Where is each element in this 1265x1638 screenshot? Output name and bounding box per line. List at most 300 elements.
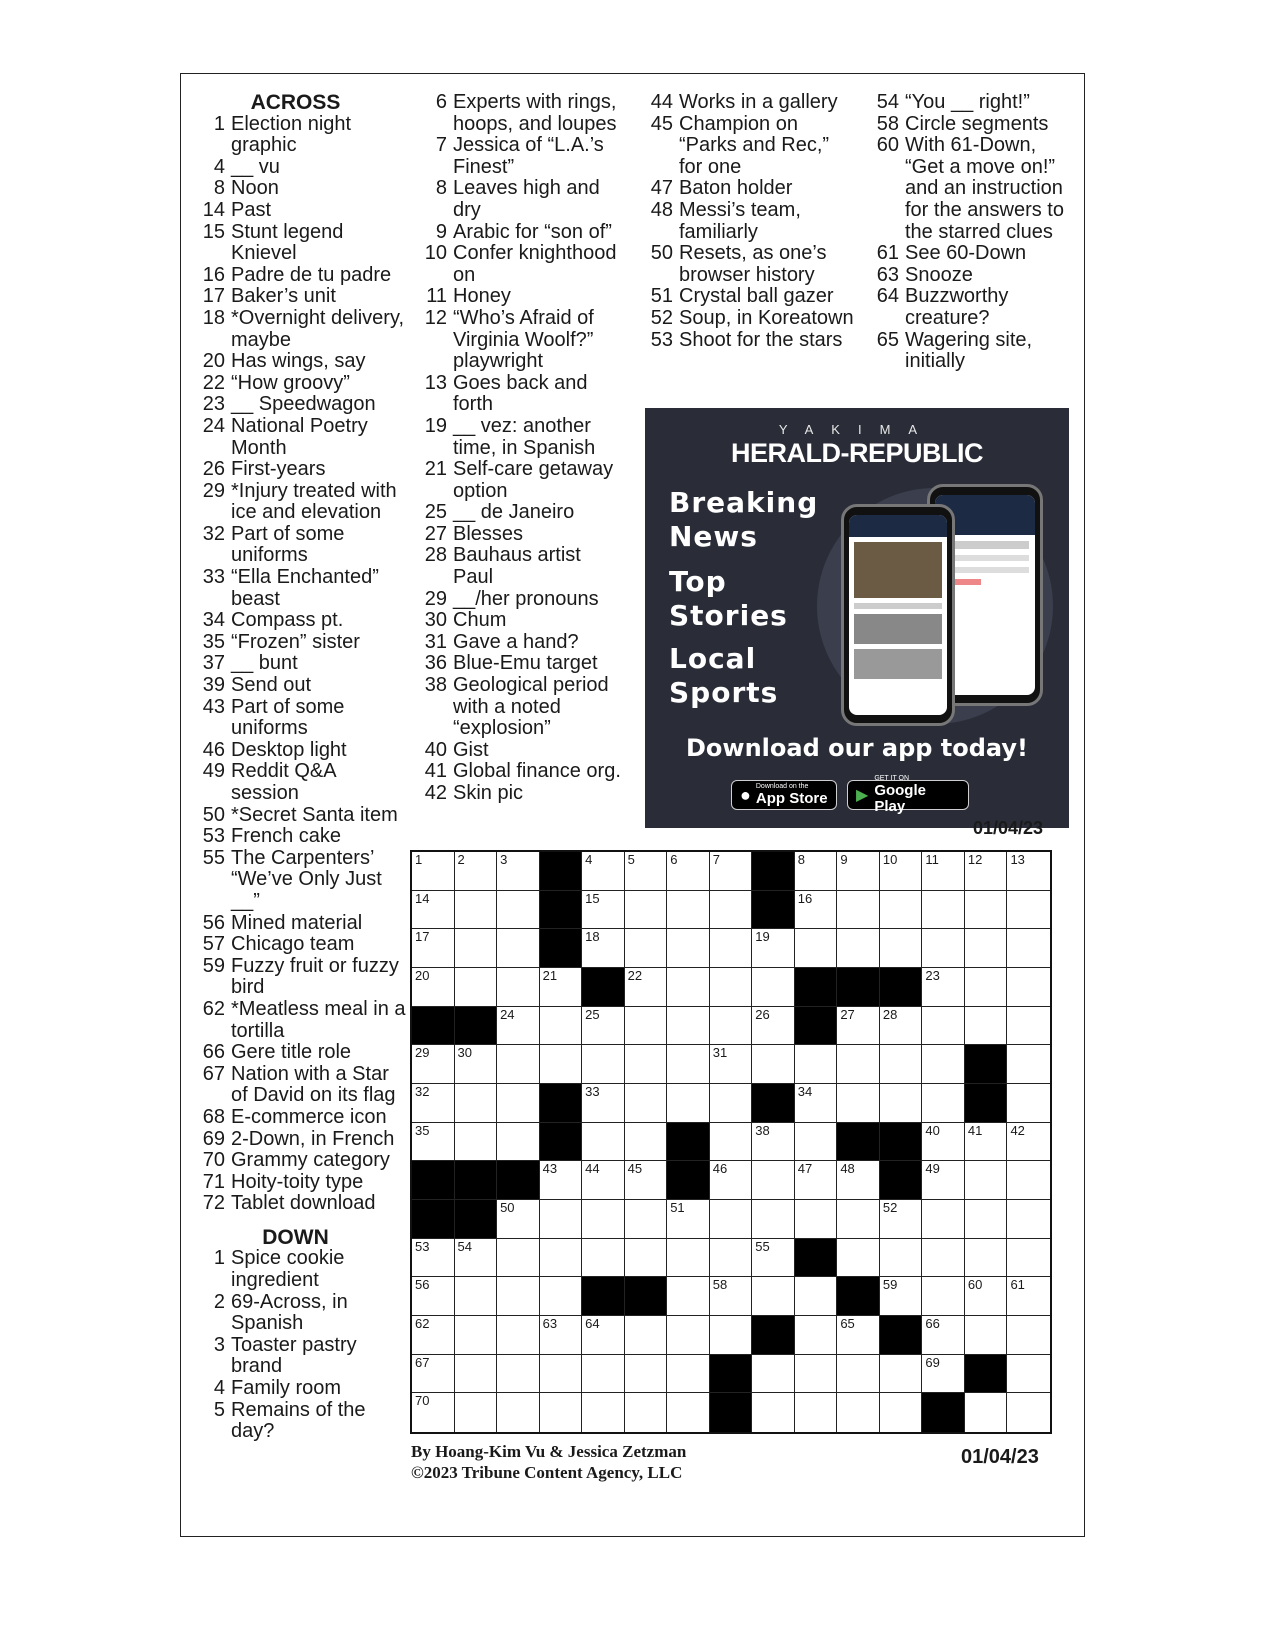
- grid-cell[interactable]: [795, 1045, 838, 1084]
- clue-text: Crystal ball gazer: [679, 285, 834, 308]
- grid-cell[interactable]: [880, 1084, 923, 1123]
- grid-block: [752, 1084, 795, 1123]
- grid-cell[interactable]: [1007, 1045, 1050, 1084]
- grid-cell[interactable]: [455, 1393, 498, 1432]
- grid-cell[interactable]: [540, 1161, 583, 1200]
- grid-cell[interactable]: [1007, 1200, 1050, 1239]
- grid-cell[interactable]: [710, 968, 753, 1007]
- clue-text: __ bunt: [231, 652, 298, 675]
- grid-block: [540, 929, 583, 968]
- grid-cell[interactable]: [880, 1045, 923, 1084]
- grid-cell[interactable]: [497, 1084, 540, 1123]
- grid-cell[interactable]: [412, 1123, 455, 1162]
- grid-cell[interactable]: [1007, 1161, 1050, 1200]
- clue-number: 64: [876, 285, 899, 308]
- grid-cell[interactable]: [1007, 1123, 1050, 1162]
- grid-cell[interactable]: [837, 1355, 880, 1394]
- down-clue: [415, 243, 625, 286]
- grid-cell[interactable]: [710, 1084, 753, 1123]
- clue-text: “Who’s Afraid of Virginia Woolf?” playwright: [453, 306, 594, 373]
- grid-cell[interactable]: [582, 1161, 625, 1200]
- grid-cell[interactable]: [455, 929, 498, 968]
- clue-number: 26: [202, 458, 225, 481]
- grid-cell[interactable]: [880, 1200, 923, 1239]
- down-clue: [415, 524, 625, 546]
- across-clue: [193, 805, 408, 827]
- grid-block: [880, 1316, 923, 1355]
- cell-number: 50: [500, 1200, 515, 1215]
- grid-cell[interactable]: [795, 852, 838, 891]
- grid-cell[interactable]: [455, 1045, 498, 1084]
- grid-cell[interactable]: [710, 1007, 753, 1046]
- clue-text: Champion on “Parks and Rec,” for one: [679, 112, 830, 178]
- grid-cell[interactable]: [965, 1239, 1008, 1278]
- clue-text: *Overnight delivery, maybe: [231, 306, 405, 351]
- clue-number: 19: [424, 414, 447, 437]
- grid-cell[interactable]: [752, 1277, 795, 1316]
- grid-cell[interactable]: [1007, 1239, 1050, 1278]
- grid-cell[interactable]: [582, 852, 625, 891]
- grid-cell[interactable]: [922, 1123, 965, 1162]
- grid-cell[interactable]: [965, 852, 1008, 891]
- grid-block: [540, 1123, 583, 1162]
- clue-text: Baker’s unit: [231, 285, 336, 308]
- grid-cell[interactable]: [667, 1355, 710, 1394]
- grid-cell[interactable]: [710, 1239, 753, 1278]
- grid-cell[interactable]: [412, 1239, 455, 1278]
- grid-cell[interactable]: [965, 1123, 1008, 1162]
- down-clue: [641, 200, 856, 243]
- grid-cell[interactable]: [582, 1084, 625, 1123]
- google-play-button[interactable]: [847, 775, 969, 815]
- grid-cell[interactable]: [667, 1007, 710, 1046]
- grid-cell[interactable]: [497, 852, 540, 891]
- grid-cell[interactable]: [837, 891, 880, 930]
- clue-text: Snooze: [905, 263, 973, 286]
- cell-number: 15: [585, 890, 600, 906]
- clue-text: Desktop light: [231, 738, 347, 761]
- clue-text: __ vu: [231, 155, 280, 178]
- grid-cell[interactable]: [752, 1239, 795, 1278]
- grid-cell[interactable]: [880, 1239, 923, 1278]
- grid-cell[interactable]: [922, 1316, 965, 1355]
- clue-number: 21: [424, 458, 447, 481]
- clue-text: First-years: [231, 458, 326, 481]
- grid-cell[interactable]: [922, 1200, 965, 1239]
- cell-number: 4: [585, 852, 593, 867]
- grid-cell[interactable]: [582, 891, 625, 930]
- grid-cell[interactable]: [497, 891, 540, 930]
- google-play-small-text: GET IT ON: [874, 775, 910, 782]
- grid-cell[interactable]: [710, 891, 753, 930]
- grid-cell[interactable]: [710, 1045, 753, 1084]
- grid-cell[interactable]: [455, 968, 498, 1007]
- clue-text: Gere title role: [231, 1041, 352, 1064]
- clue-number: 10: [424, 242, 447, 265]
- grid-cell[interactable]: [965, 1277, 1008, 1316]
- cell-number: 27: [840, 1006, 855, 1022]
- grid-cell[interactable]: [837, 1045, 880, 1084]
- grid-cell[interactable]: [497, 1393, 540, 1432]
- grid-cell[interactable]: [625, 1239, 668, 1278]
- grid-cell[interactable]: [710, 1316, 753, 1355]
- grid-cell[interactable]: [497, 968, 540, 1007]
- grid-cell[interactable]: [965, 929, 1008, 968]
- grid-cell[interactable]: [540, 1393, 583, 1432]
- grid-cell[interactable]: [752, 929, 795, 968]
- clue-text: Baton holder: [679, 177, 793, 200]
- grid-cell[interactable]: [625, 1316, 668, 1355]
- grid-cell[interactable]: [710, 929, 753, 968]
- grid-cell[interactable]: [625, 1355, 668, 1394]
- cell-number: 1: [415, 852, 423, 867]
- clue-number: 68: [202, 1105, 225, 1128]
- across-clue: [193, 265, 408, 287]
- grid-cell[interactable]: [965, 1316, 1008, 1355]
- down-clue: [193, 1378, 408, 1400]
- clue-number: 8: [213, 177, 225, 200]
- grid-cell[interactable]: [582, 929, 625, 968]
- clue-text: Mined material: [231, 911, 363, 934]
- clue-text: Has wings, say: [231, 350, 366, 373]
- cell-number: 44: [585, 1161, 600, 1177]
- app-store-button[interactable]: [731, 780, 837, 810]
- grid-cell[interactable]: [795, 929, 838, 968]
- down-clue: [415, 610, 625, 632]
- grid-block: [667, 1123, 710, 1162]
- clue-number: 29: [202, 479, 225, 502]
- down-clue: [415, 761, 625, 783]
- grid-cell[interactable]: [710, 1161, 753, 1200]
- grid-cell[interactable]: [667, 968, 710, 1007]
- cell-number: 47: [797, 1161, 813, 1177]
- down-clue: [415, 459, 625, 502]
- grid-cell[interactable]: [455, 1123, 498, 1162]
- grid-cell[interactable]: [752, 1123, 795, 1162]
- down-clue: [415, 740, 625, 762]
- clue-number: 2: [213, 1290, 225, 1313]
- grid-cell[interactable]: [795, 891, 838, 930]
- grid-cell[interactable]: [455, 1316, 498, 1355]
- down-clue: [415, 675, 625, 740]
- across-clue: [193, 200, 408, 222]
- cell-number: 52: [882, 1200, 898, 1215]
- grid-cell[interactable]: [625, 1161, 668, 1200]
- grid-cell[interactable]: [497, 1355, 540, 1394]
- across-clue: [193, 934, 408, 956]
- clue-text: Spice cookie ingredient: [231, 1247, 345, 1292]
- cell-number: 2: [457, 852, 465, 867]
- clue-text: *Secret Santa item: [231, 803, 398, 826]
- grid-cell[interactable]: [922, 1161, 965, 1200]
- grid-cell[interactable]: [1007, 968, 1050, 1007]
- grid-cell[interactable]: [752, 1393, 795, 1432]
- grid-cell[interactable]: [922, 1239, 965, 1278]
- grid-cell[interactable]: [497, 1200, 540, 1239]
- grid-cell[interactable]: [540, 1045, 583, 1084]
- grid-cell[interactable]: [922, 852, 965, 891]
- grid-cell[interactable]: [412, 1084, 455, 1123]
- grid-cell[interactable]: [455, 891, 498, 930]
- grid-cell[interactable]: [752, 968, 795, 1007]
- grid-cell[interactable]: [965, 1200, 1008, 1239]
- grid-cell[interactable]: [667, 1316, 710, 1355]
- grid-cell[interactable]: [1007, 1084, 1050, 1123]
- grid-cell[interactable]: [710, 852, 753, 891]
- grid-cell[interactable]: [497, 1316, 540, 1355]
- grid-cell[interactable]: [625, 1393, 668, 1432]
- grid-cell[interactable]: [582, 1007, 625, 1046]
- across-clue: [193, 394, 408, 416]
- grid-cell[interactable]: [412, 1045, 455, 1084]
- clue-number: 41: [424, 760, 447, 783]
- grid-cell[interactable]: [752, 1200, 795, 1239]
- grid-cell[interactable]: [582, 1316, 625, 1355]
- grid-cell[interactable]: [752, 1045, 795, 1084]
- grid-cell[interactable]: [922, 891, 965, 930]
- grid-cell[interactable]: [837, 1200, 880, 1239]
- grid-cell[interactable]: [752, 1161, 795, 1200]
- grid-cell[interactable]: [667, 929, 710, 968]
- across-clue: [193, 286, 408, 308]
- grid-block: [922, 1393, 965, 1432]
- clue-number: 4: [213, 155, 225, 178]
- grid-cell[interactable]: [625, 1123, 668, 1162]
- grid-cell[interactable]: [922, 929, 965, 968]
- clue-number: 50: [650, 242, 673, 265]
- down-clue: [415, 416, 625, 459]
- grid-cell[interactable]: [837, 1007, 880, 1046]
- grid-cell[interactable]: [582, 1239, 625, 1278]
- grid-cell[interactable]: [837, 929, 880, 968]
- grid-cell[interactable]: [1007, 1316, 1050, 1355]
- clue-number: 1: [213, 1247, 225, 1270]
- grid-cell[interactable]: [1007, 1007, 1050, 1046]
- grid-cell[interactable]: [1007, 852, 1050, 891]
- grid-cell[interactable]: [880, 1277, 923, 1316]
- cell-number: 70: [415, 1393, 430, 1409]
- across-heading: ACROSS: [250, 91, 341, 114]
- grid-cell[interactable]: [412, 1393, 455, 1432]
- grid-cell[interactable]: [497, 929, 540, 968]
- grid-cell[interactable]: [540, 1355, 583, 1394]
- grid-cell[interactable]: [667, 1200, 710, 1239]
- grid-cell[interactable]: [625, 1200, 668, 1239]
- clue-text: Padre de tu padre: [231, 263, 392, 286]
- grid-cell[interactable]: [540, 1316, 583, 1355]
- grid-cell[interactable]: [795, 1084, 838, 1123]
- grid-cell[interactable]: [922, 1084, 965, 1123]
- grid-cell[interactable]: [625, 891, 668, 930]
- clue-number: 53: [202, 825, 225, 848]
- grid-cell[interactable]: [540, 968, 583, 1007]
- grid-cell[interactable]: [965, 1393, 1008, 1432]
- down-clue: [415, 783, 625, 805]
- grid-cell[interactable]: [625, 968, 668, 1007]
- down-clue: [415, 178, 625, 221]
- grid-cell[interactable]: [1007, 1277, 1050, 1316]
- grid-cell[interactable]: [455, 1084, 498, 1123]
- grid-cell[interactable]: [880, 1355, 923, 1394]
- grid-block: [625, 1277, 668, 1316]
- grid-cell[interactable]: [922, 968, 965, 1007]
- crossword-grid[interactable]: [410, 850, 1052, 1434]
- cell-number: 67: [415, 1354, 430, 1370]
- grid-cell[interactable]: [497, 1277, 540, 1316]
- grid-cell[interactable]: [795, 1355, 838, 1394]
- ad-feature-3: Local Sports: [669, 642, 779, 709]
- cell-number: 16: [797, 890, 813, 906]
- grid-cell[interactable]: [837, 1161, 880, 1200]
- grid-cell[interactable]: [922, 1355, 965, 1394]
- grid-cell[interactable]: [412, 852, 455, 891]
- grid-cell[interactable]: [412, 1316, 455, 1355]
- grid-cell[interactable]: [625, 1007, 668, 1046]
- grid-cell[interactable]: [667, 1277, 710, 1316]
- grid-cell[interactable]: [795, 1161, 838, 1200]
- grid-cell[interactable]: [455, 1239, 498, 1278]
- grid-cell[interactable]: [455, 1277, 498, 1316]
- cell-number: 18: [585, 929, 600, 945]
- clue-number: 6: [435, 91, 447, 113]
- cell-number: 55: [755, 1238, 770, 1254]
- grid-cell[interactable]: [837, 1393, 880, 1432]
- across-clue: [193, 1150, 408, 1172]
- cell-number: 10: [882, 852, 898, 867]
- across-clue: [193, 1107, 408, 1129]
- grid-cell[interactable]: [582, 1393, 625, 1432]
- grid-cell[interactable]: [795, 1123, 838, 1162]
- across-clue: [193, 610, 408, 632]
- clue-number: 50: [202, 803, 225, 826]
- clue-number: 32: [202, 522, 225, 545]
- clue-number: 1: [213, 112, 225, 135]
- grid-cell[interactable]: [837, 1239, 880, 1278]
- grid-cell[interactable]: [922, 1277, 965, 1316]
- cell-number: 49: [925, 1161, 940, 1177]
- grid-cell[interactable]: [667, 1045, 710, 1084]
- grid-cell[interactable]: [710, 1200, 753, 1239]
- across-clue: [193, 459, 408, 481]
- grid-cell[interactable]: [922, 1007, 965, 1046]
- ad-feature-1: Breaking News: [669, 486, 819, 553]
- grid-cell[interactable]: [1007, 929, 1050, 968]
- grid-cell[interactable]: [412, 1277, 455, 1316]
- clue-number: 9: [435, 220, 447, 243]
- grid-cell[interactable]: [710, 1277, 753, 1316]
- grid-cell[interactable]: [795, 1200, 838, 1239]
- clue-number: 28: [424, 544, 447, 567]
- grid-cell[interactable]: [582, 1045, 625, 1084]
- grid-cell[interactable]: [540, 1239, 583, 1278]
- grid-cell[interactable]: [497, 1239, 540, 1278]
- grid-cell[interactable]: [540, 1007, 583, 1046]
- grid-cell[interactable]: [1007, 891, 1050, 930]
- grid-block: [582, 968, 625, 1007]
- grid-cell[interactable]: [412, 929, 455, 968]
- grid-cell[interactable]: [1007, 1393, 1050, 1432]
- grid-cell[interactable]: [455, 1355, 498, 1394]
- down-clue-list-part-4: [867, 92, 1077, 373]
- grid-cell[interactable]: [540, 1200, 583, 1239]
- across-clue: [193, 308, 408, 351]
- grid-cell[interactable]: [667, 1239, 710, 1278]
- grid-cell[interactable]: [880, 891, 923, 930]
- grid-cell[interactable]: [667, 1393, 710, 1432]
- grid-cell[interactable]: [965, 1161, 1008, 1200]
- across-clue: [193, 567, 408, 610]
- grid-block: [455, 1200, 498, 1239]
- app-advertisement[interactable]: [645, 408, 1069, 828]
- grid-cell[interactable]: [795, 1393, 838, 1432]
- grid-cell[interactable]: [667, 891, 710, 930]
- grid-block: [795, 968, 838, 1007]
- cell-number: 19: [755, 929, 770, 945]
- grid-cell[interactable]: [1007, 1355, 1050, 1394]
- grid-cell[interactable]: [412, 1355, 455, 1394]
- grid-cell[interactable]: [540, 1277, 583, 1316]
- grid-cell[interactable]: [880, 1393, 923, 1432]
- app-store-label: App Store: [755, 790, 828, 807]
- across-clue: [193, 848, 408, 913]
- ad-call-to-action: Download our app today!: [686, 734, 1028, 762]
- grid-cell[interactable]: [880, 1007, 923, 1046]
- clue-text: Chicago team: [231, 933, 355, 956]
- grid-cell[interactable]: [582, 1123, 625, 1162]
- grid-cell[interactable]: [880, 929, 923, 968]
- grid-cell[interactable]: [582, 1355, 625, 1394]
- clue-number: 25: [424, 501, 447, 524]
- grid-cell[interactable]: [965, 968, 1008, 1007]
- grid-cell[interactable]: [922, 1045, 965, 1084]
- grid-cell[interactable]: [965, 1007, 1008, 1046]
- grid-cell[interactable]: [795, 1316, 838, 1355]
- grid-cell[interactable]: [837, 1084, 880, 1123]
- grid-cell[interactable]: [497, 1045, 540, 1084]
- grid-cell[interactable]: [837, 852, 880, 891]
- ad-brand-name: HERALD-REPUBLIC: [731, 438, 983, 468]
- grid-cell[interactable]: [455, 852, 498, 891]
- grid-cell[interactable]: [412, 891, 455, 930]
- clue-number: 63: [876, 263, 899, 286]
- grid-cell[interactable]: [752, 1007, 795, 1046]
- grid-cell[interactable]: [710, 1123, 753, 1162]
- clue-number: 40: [424, 738, 447, 761]
- down-clue: [641, 308, 856, 330]
- grid-cell[interactable]: [880, 852, 923, 891]
- grid-block: [837, 1277, 880, 1316]
- grid-cell[interactable]: [625, 929, 668, 968]
- clue-text: *Meatless meal in a tortilla: [231, 997, 406, 1042]
- clue-text: Send out: [231, 674, 312, 697]
- cell-number: 28: [882, 1006, 898, 1022]
- grid-cell[interactable]: [667, 1084, 710, 1123]
- grid-cell[interactable]: [497, 1007, 540, 1046]
- down-clue: [867, 92, 1077, 114]
- grid-cell[interactable]: [795, 1277, 838, 1316]
- grid-cell[interactable]: [752, 1355, 795, 1394]
- grid-cell[interactable]: [837, 1316, 880, 1355]
- down-clue: [415, 308, 625, 373]
- grid-cell[interactable]: [582, 1200, 625, 1239]
- grid-cell[interactable]: [965, 891, 1008, 930]
- grid-cell[interactable]: [625, 1045, 668, 1084]
- grid-cell[interactable]: [667, 852, 710, 891]
- grid-cell[interactable]: [412, 968, 455, 1007]
- grid-cell[interactable]: [625, 1084, 668, 1123]
- grid-cell[interactable]: [497, 1123, 540, 1162]
- grid-cell[interactable]: [625, 852, 668, 891]
